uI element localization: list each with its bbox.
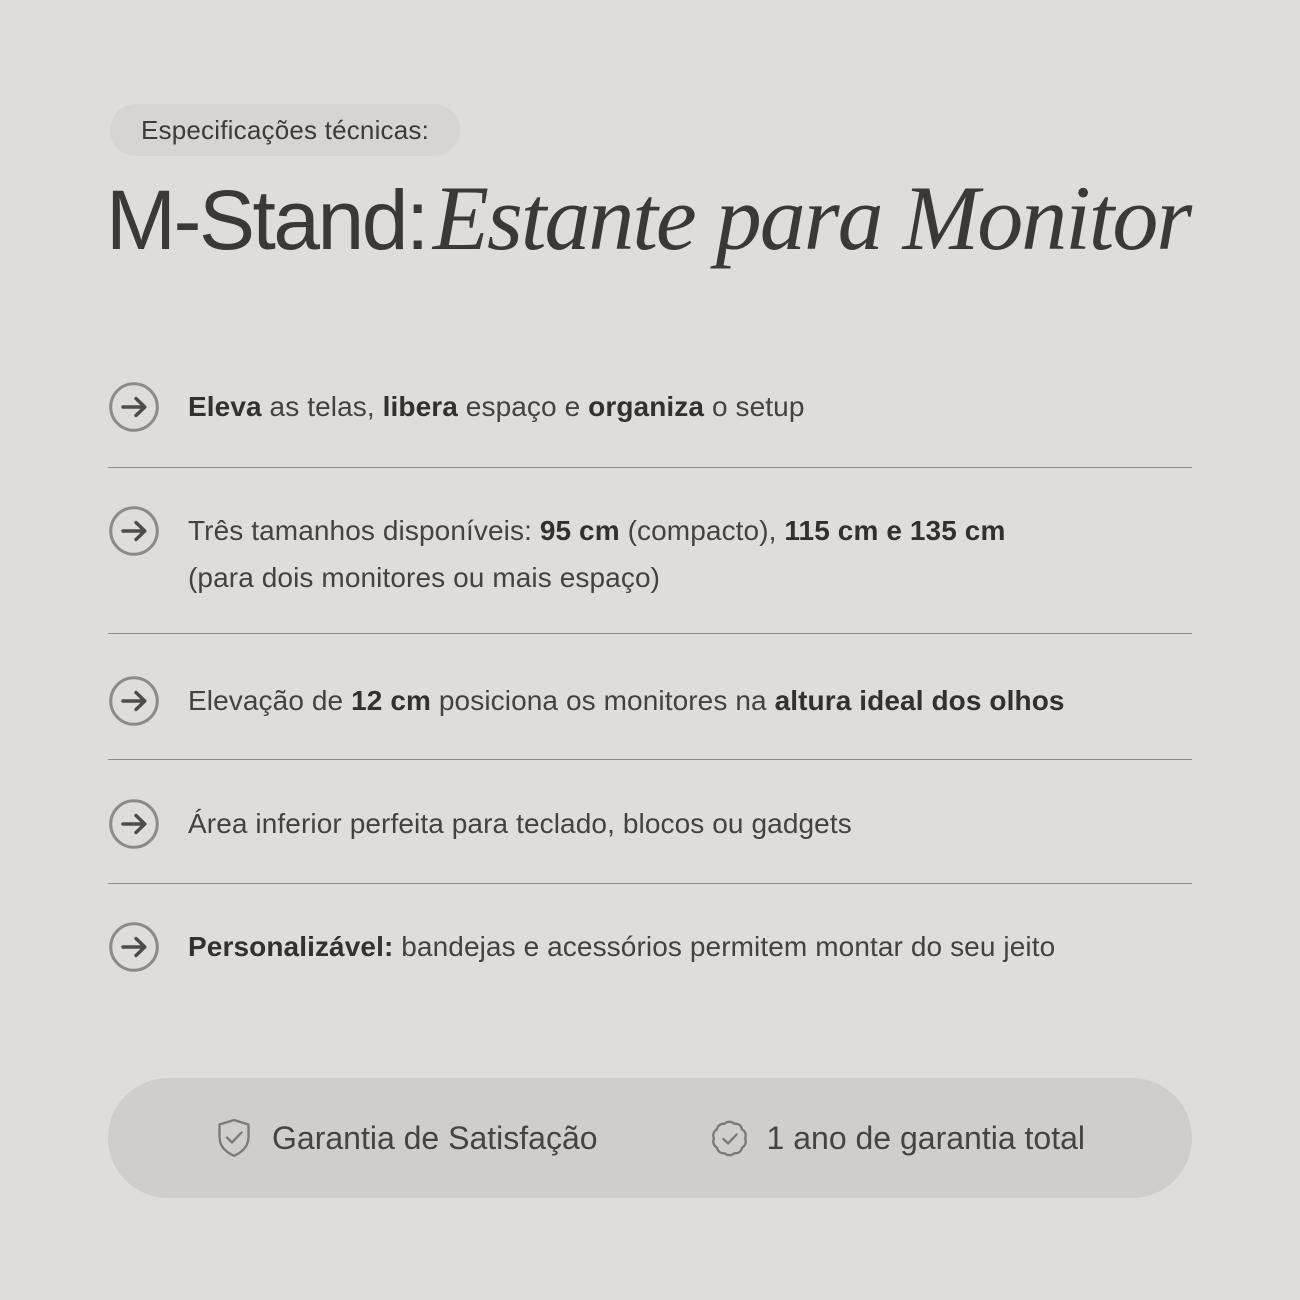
title-subtitle: Estante para Monitor	[432, 167, 1191, 269]
arrow-right-circle-icon	[108, 505, 160, 557]
title-product-name: M-Stand:	[106, 173, 427, 267]
warranty-label: 1 ano de garantia total	[766, 1119, 1085, 1156]
feature-row	[108, 368, 1192, 468]
feature-row	[108, 760, 1192, 884]
feature-list	[108, 368, 1192, 1010]
shield-check-icon	[215, 1117, 255, 1159]
feature-text: Eleva as telas, libera espaço e organiza o setup	[188, 391, 805, 422]
arrow-right-circle-icon	[108, 381, 160, 433]
arrow-right-circle-icon	[108, 921, 160, 973]
guarantee-bar	[108, 1078, 1192, 1198]
seal-check-icon	[710, 1117, 750, 1159]
arrow-right-circle-icon	[108, 798, 160, 850]
guarantee-item-satisfaction	[215, 1117, 598, 1159]
feature-text: Elevação de 12 cm posiciona os monitores na altura ideal dos olhos	[188, 685, 1065, 716]
feature-text: Área inferior perfeita para teclado, blocos ou gadgets	[188, 808, 852, 839]
feature-row	[108, 884, 1192, 1010]
feature-row	[108, 468, 1192, 634]
guarantee-label: Garantia de Satisfação	[272, 1119, 598, 1156]
feature-text: Personalizável: bandejas e acessórios permitem montar do seu jeito	[188, 931, 1056, 962]
arrow-right-circle-icon	[108, 675, 160, 727]
guarantee-item-warranty	[710, 1117, 1085, 1159]
section-badge: Especificações técnicas:	[110, 104, 460, 156]
feature-text: Três tamanhos disponíveis: 95 cm (compacto), 115 cm e 135 cm (para dois monitores ou mais espaço)	[188, 515, 1006, 593]
feature-row	[108, 634, 1192, 760]
page-title	[106, 167, 1191, 284]
